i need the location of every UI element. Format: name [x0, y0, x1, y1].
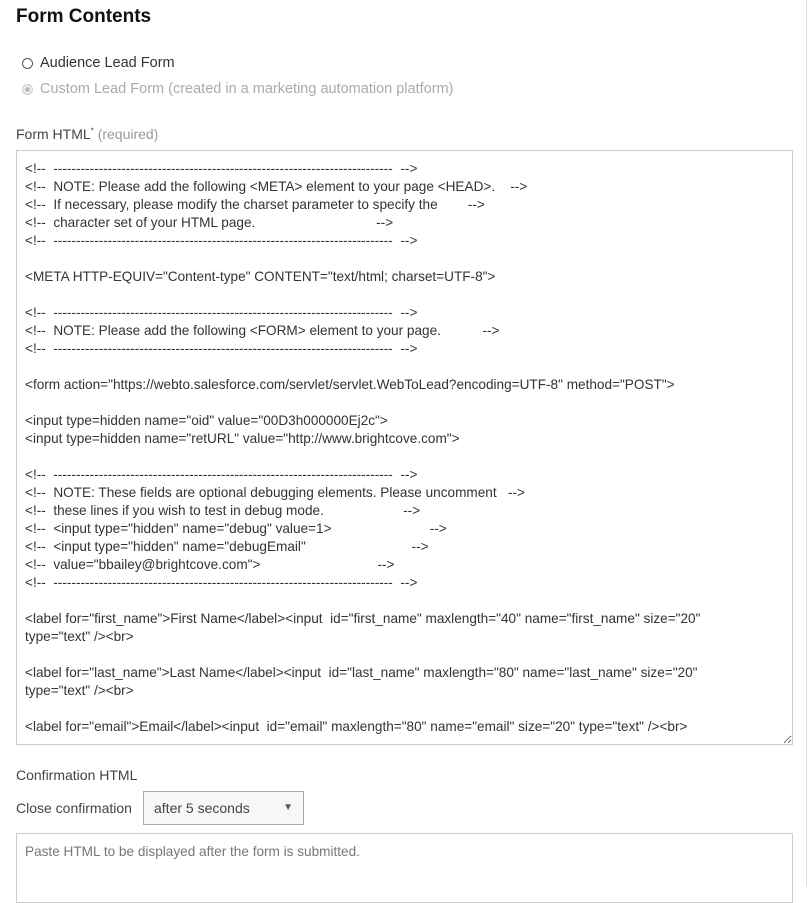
radio-checked-icon[interactable] — [22, 84, 33, 95]
form-html-label — [16, 126, 158, 142]
radio-label: Custom Lead Form — [40, 81, 165, 97]
page-border — [806, 0, 807, 886]
confirmation-html-textarea[interactable] — [16, 833, 793, 903]
close-confirmation-select[interactable] — [143, 791, 304, 825]
form-html-textarea[interactable] — [16, 150, 793, 745]
radio-label: Audience Lead Form — [40, 55, 175, 71]
close-confirmation-value: after 5 seconds — [154, 800, 250, 816]
radio-custom-lead-form[interactable] — [22, 81, 453, 97]
close-confirmation-label: Close confirmation — [16, 800, 132, 816]
confirmation-html-label: Confirmation HTML — [16, 767, 138, 783]
form-html-label-text: Form HTML — [16, 126, 91, 142]
required-asterisk: * — [90, 126, 94, 136]
required-hint: (required) — [97, 126, 159, 142]
radio-note: (created in a marketing automation platform) — [168, 81, 454, 97]
radio-audience-lead-form[interactable] — [22, 55, 175, 71]
radio-unchecked-icon[interactable] — [22, 58, 33, 69]
dropdown-arrow-icon: ▼ — [283, 802, 293, 813]
section-title: Form Contents — [16, 6, 152, 27]
